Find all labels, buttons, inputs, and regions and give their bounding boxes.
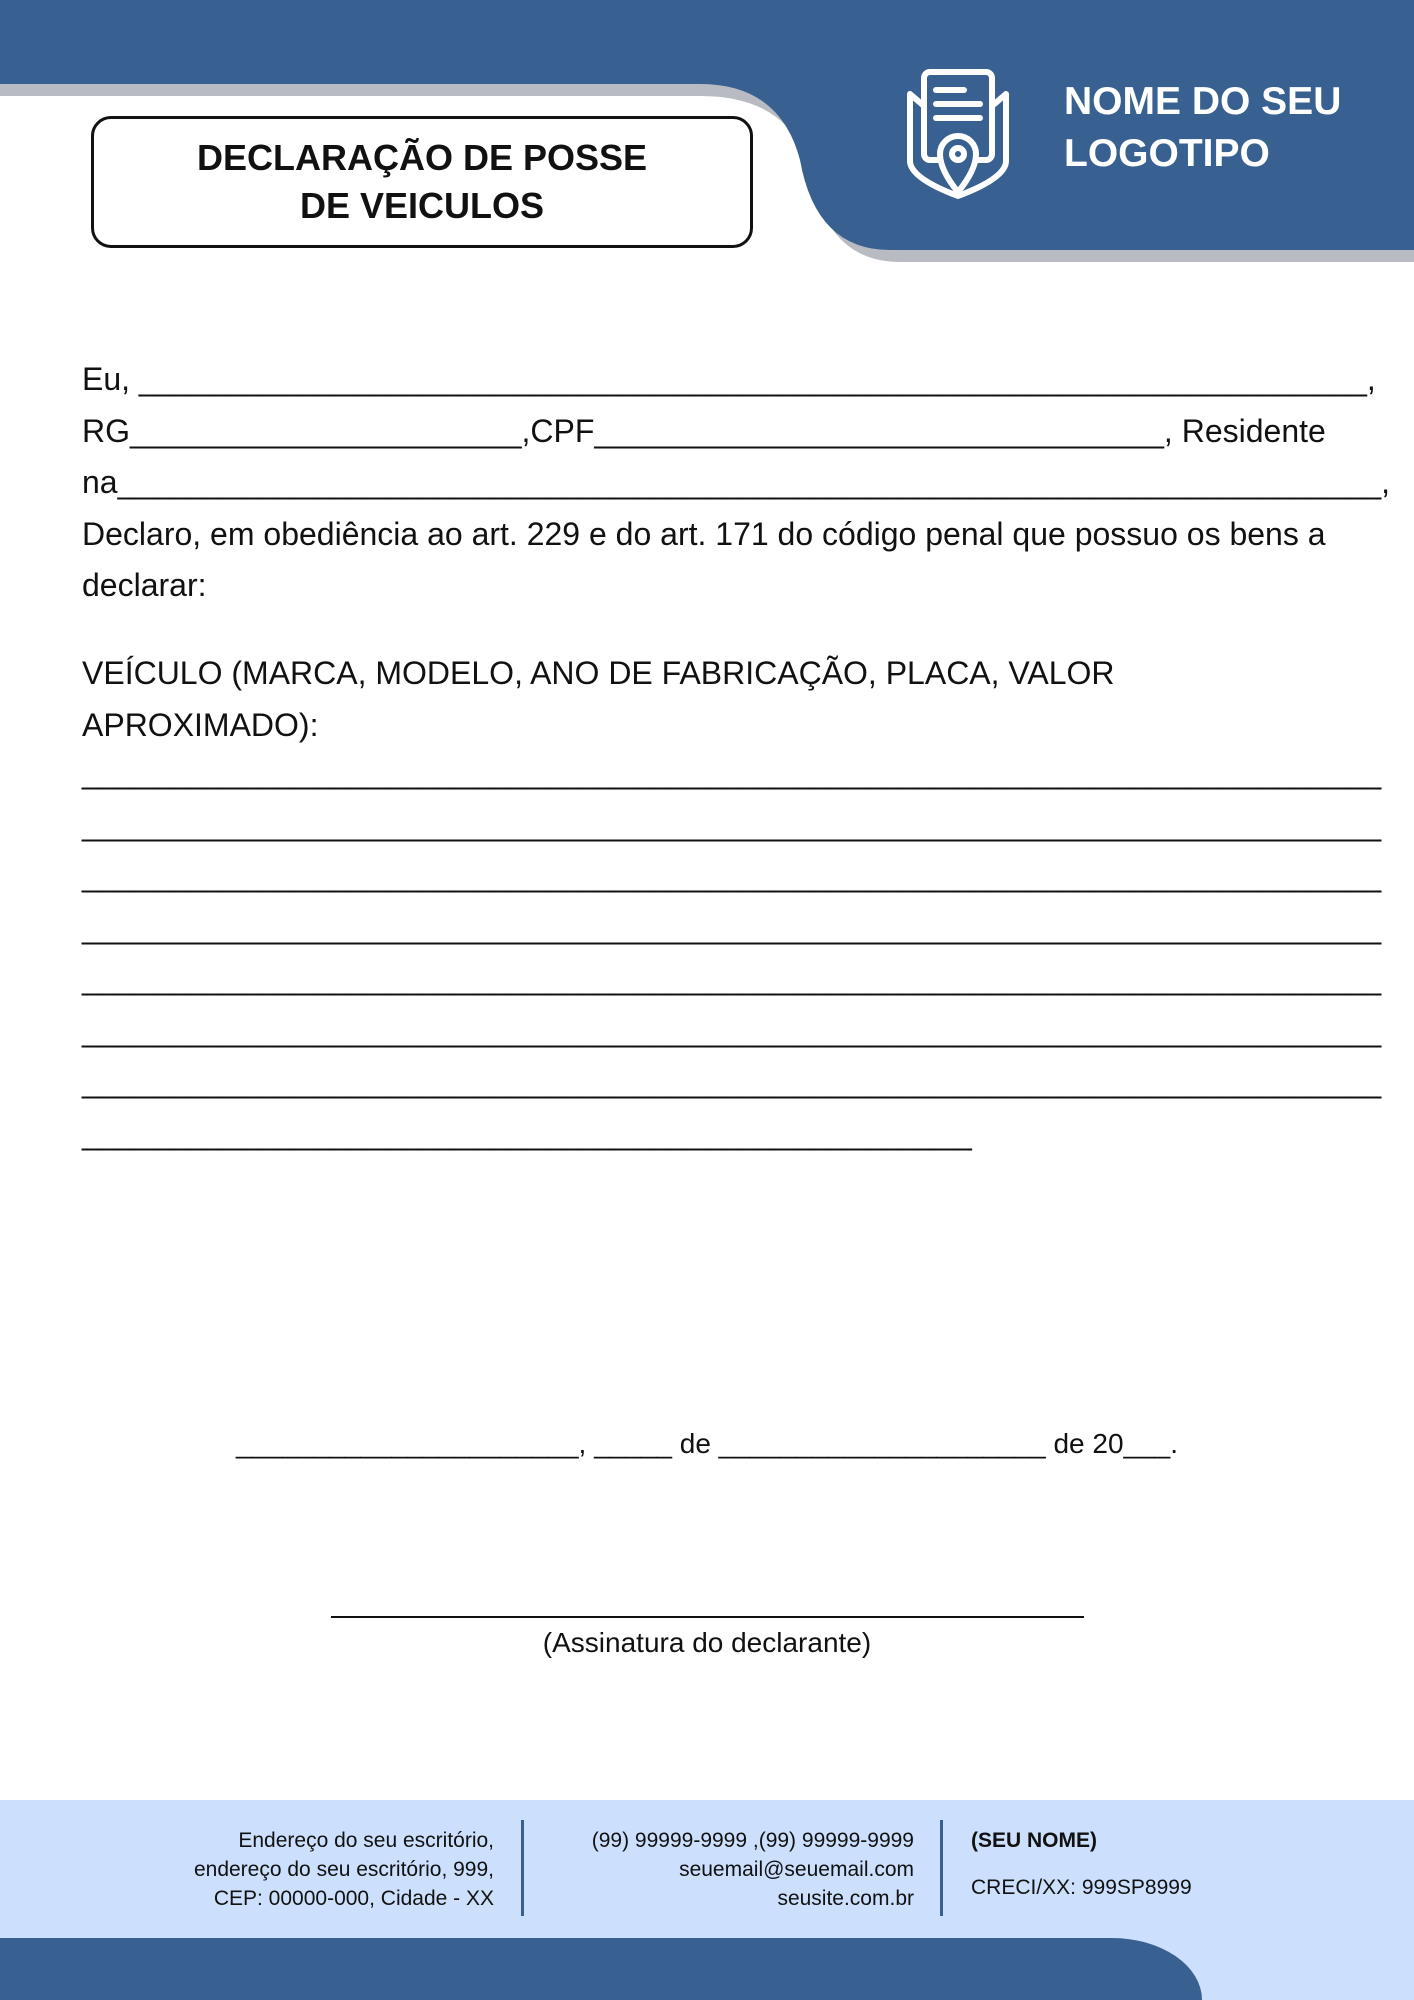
- footer-decor-shape: [0, 1938, 1202, 2000]
- logo-line-1: NOME DO SEU: [1064, 80, 1342, 123]
- vehicle-line: _________________________________________________________________________: [82, 754, 1382, 790]
- vehicle-line: _________________________________________________________________________: [82, 805, 1382, 842]
- vehicle-line: _________________________________________________________________________: [82, 1011, 1382, 1048]
- logo-line-2: LOGOTIPO: [1064, 132, 1270, 175]
- footer-name: (SEU NOME): [971, 1829, 1097, 1852]
- place-date-line: ______________________, _____ de _____________________ de 20___.: [235, 1428, 1179, 1459]
- address-line-3: CEP: 00000-000, Cidade - XX: [213, 1887, 494, 1910]
- vehicle-lines: [82, 747, 1382, 1159]
- footer-creci: CRECI/XX: 999SP8999: [971, 1876, 1192, 1899]
- footer-address: [194, 1826, 494, 1913]
- footer-contact: [592, 1826, 914, 1913]
- name-line: Eu, _____________________________________________________________________,: [82, 361, 1376, 397]
- document-location-shield-icon: [900, 66, 1016, 200]
- vehicle-line: _________________________________________________________________________: [82, 960, 1382, 996]
- footer-phones: (99) 99999-9999 ,(99) 99999-9999: [591, 1829, 914, 1852]
- vehicle-line: _________________________________________________________________________: [82, 857, 1382, 893]
- signature-line: [331, 1616, 1084, 1618]
- logo-name: [1064, 76, 1341, 180]
- signature-label: (Assinatura do declarante): [542, 1627, 872, 1658]
- footer-divider: [521, 1820, 524, 1916]
- address-line-2: endereço do seu escritório, 999,: [193, 1858, 494, 1881]
- title-line-2: DE VEICULOS: [299, 185, 545, 226]
- footer-email: seuemail@seuemail.com: [679, 1858, 914, 1881]
- document-title: [91, 116, 753, 248]
- rg-cpf-line: RG______________________,CPF________________________________, Residente: [82, 412, 1326, 449]
- address-line-1: Endereço do seu escritório,: [238, 1829, 494, 1852]
- address-line: na_______________________________________________________________________,: [82, 464, 1391, 500]
- vehicle-line: _________________________________________________________________________: [82, 1063, 1382, 1099]
- vehicle-line: __________________________________________________: [82, 1114, 972, 1151]
- title-line-1: DECLARAÇÃO DE POSSE: [196, 137, 648, 178]
- footer-broker: [971, 1826, 1192, 1902]
- footer-site: seusite.com.br: [777, 1887, 914, 1910]
- footer-divider: [940, 1820, 943, 1916]
- identification-block: [82, 354, 1391, 612]
- vehicle-label: VEÍCULO (MARCA, MODELO, ANO DE FABRICAÇÃO, PLACA, VALOR APROXIMADO):: [82, 655, 1115, 743]
- declaration-text: Declaro, em obediência ao art. 229 e do art. 171 do código penal que possuo os bens a declarar:: [82, 515, 1326, 603]
- vehicle-line: _________________________________________________________________________: [82, 908, 1382, 945]
